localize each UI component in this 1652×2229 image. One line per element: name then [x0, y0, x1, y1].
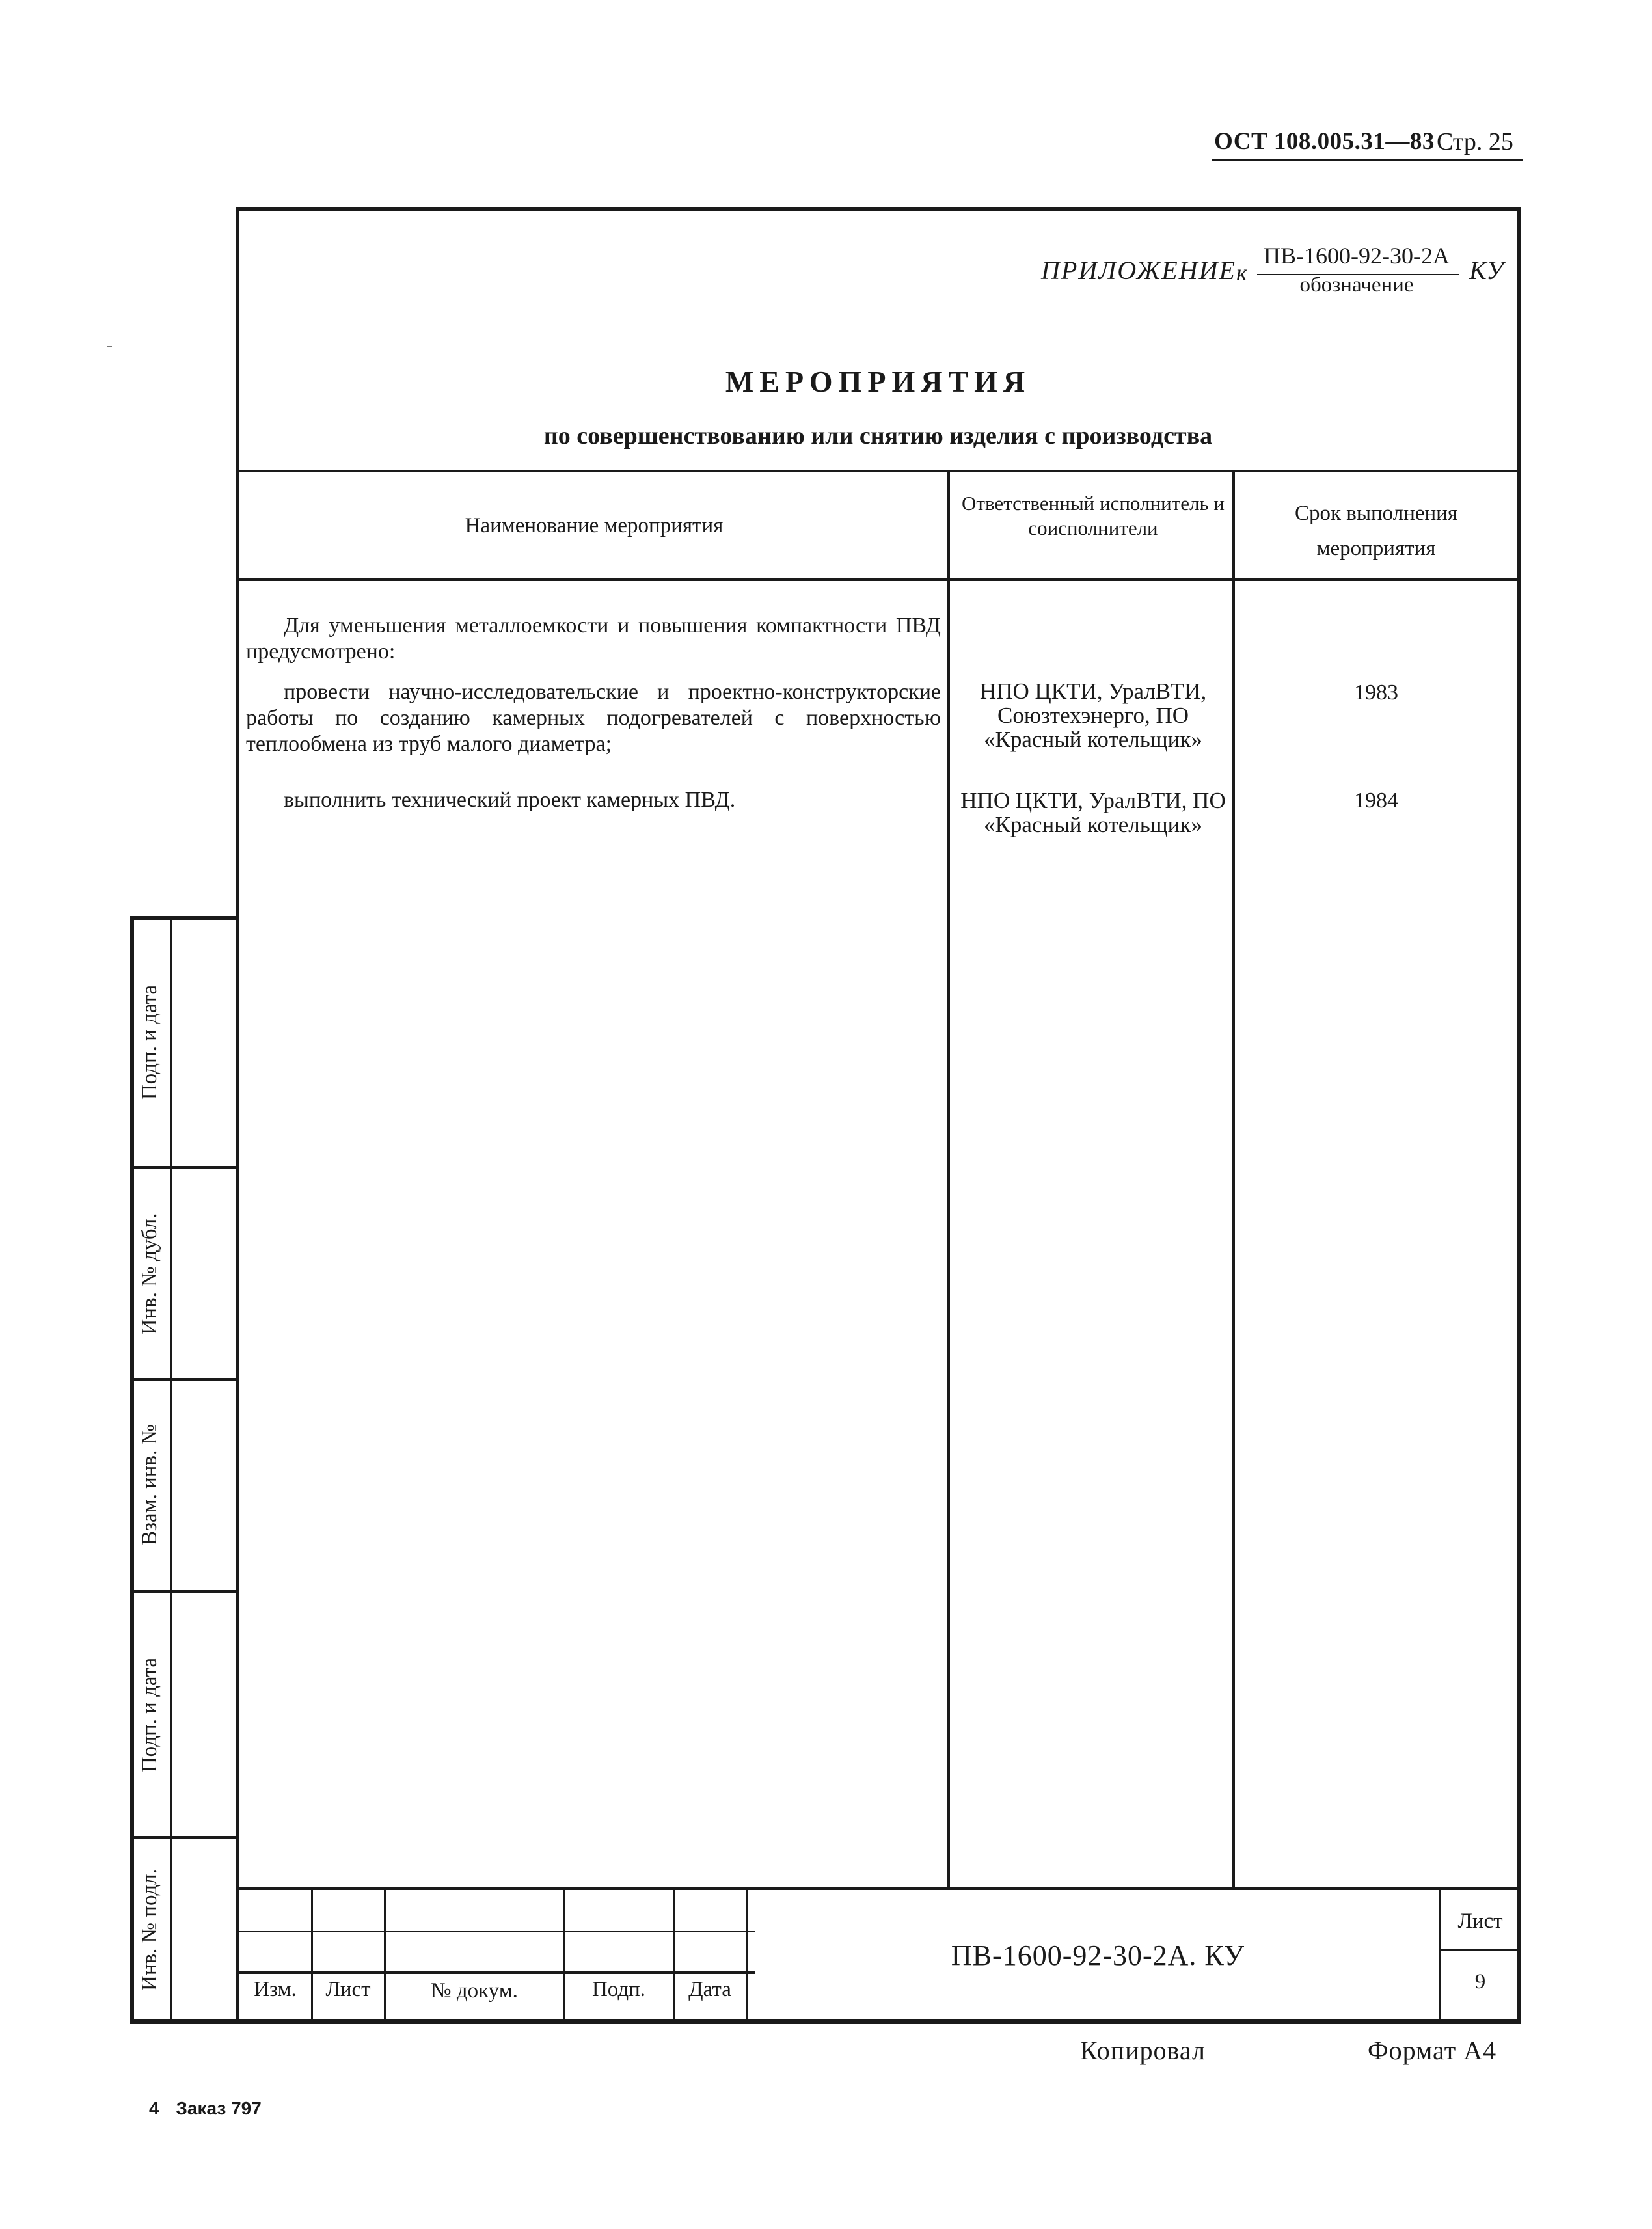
standard-code: ОСТ 108.005.31—83	[1214, 128, 1435, 155]
print-order-text: Заказ 797	[176, 2098, 262, 2118]
row-2-name: выполнить технический проект камерных ПВД.	[284, 788, 736, 812]
stamp-col-sheet: Лист	[325, 1978, 371, 2001]
side-stamp-outer	[130, 916, 134, 2024]
column-header-name: Наименование мероприятия	[465, 514, 724, 537]
column-header-deadline: Срок выполнения мероприятия	[1294, 502, 1458, 560]
stamp-col-change: Изм.	[254, 1978, 297, 2001]
designation-value: ПВ-1600-92-30-2А	[1264, 243, 1450, 269]
row-2-responsible: НПО ЦКТИ, УралВТИ, ПО «Красный котельщик»	[960, 788, 1226, 837]
side-stamp-inner	[170, 920, 172, 2019]
stamp-designation: ПВ-1600-92-30-2А. КУ	[951, 1939, 1245, 1971]
side-label-inv-dup: Инв. № дубл.	[138, 1213, 161, 1335]
appendix-suffix: КУ	[1469, 256, 1504, 285]
frame-bottom	[130, 2019, 1521, 2024]
header-underline	[1212, 159, 1523, 161]
side-label-replaced-inv: Взам. инв. №	[138, 1424, 161, 1545]
frame-top	[236, 207, 1521, 211]
footer-copied: Копировал	[1080, 2036, 1206, 2065]
footer-format: Формат А4	[1368, 2036, 1497, 2065]
stamp-col-date: Дата	[688, 1978, 731, 2001]
print-order	[149, 2098, 262, 2119]
table-col-divider-1	[947, 470, 950, 1889]
stamp-sheet-rule	[1439, 1949, 1517, 1951]
document-subtitle: по совершенствованию или снятию изделия с производства	[543, 422, 1213, 450]
print-order-number: 4	[149, 2098, 159, 2118]
appendix-label: ПРИЛОЖЕНИЕ	[1041, 256, 1236, 285]
table-header-rule	[239, 578, 1517, 581]
table-intro: Для уменьшения металлоемкости и повышения компактности ПВД предусмотрено:	[246, 614, 941, 664]
stamp-sheet-label: Лист	[1457, 1910, 1503, 1933]
page-number: Стр. 25	[1437, 128, 1513, 155]
stamp-col-doc-number: № докум.	[431, 1979, 518, 2003]
stamp-row-rule-1	[239, 1931, 755, 1932]
row-2-deadline: 1984	[1354, 789, 1398, 813]
side-label-sign-date-1: Подп. и дата	[138, 984, 161, 1100]
side-label-sign-date-2: Подп. и дата	[138, 1657, 161, 1773]
stamp-row-rule-2	[239, 1971, 755, 1974]
stamp-col-signature: Подп.	[591, 1978, 646, 2001]
margin-mark	[107, 346, 112, 347]
stamp-col-rule-5	[746, 1887, 748, 2021]
column-header-responsible: Ответственный исполнитель и соисполнители	[962, 492, 1225, 539]
designation-caption: обозначение	[1299, 273, 1414, 297]
document-title: МЕРОПРИЯТИЯ	[725, 365, 1031, 398]
appendix-k: к	[1236, 260, 1247, 286]
stamp-top-rule	[239, 1887, 1517, 1890]
row-1-responsible: НПО ЦКТИ, УралВТИ, Союзтехэнерго, ПО «Красный котельщик»	[979, 679, 1207, 752]
frame-right	[1517, 207, 1521, 2023]
row-1-deadline: 1983	[1354, 681, 1398, 705]
frame-left	[236, 207, 239, 2023]
row-1-name: провести научно-исследовательские и проектно-конструкторские работы по созданию камерных подогревателей с поверхностью теплообмена из труб малого диаметра;	[246, 680, 941, 756]
table-top-rule	[239, 470, 1517, 472]
side-label-inv-original: Инв. № подл.	[138, 1868, 161, 1992]
stamp-sheet-number: 9	[1474, 1970, 1486, 1993]
